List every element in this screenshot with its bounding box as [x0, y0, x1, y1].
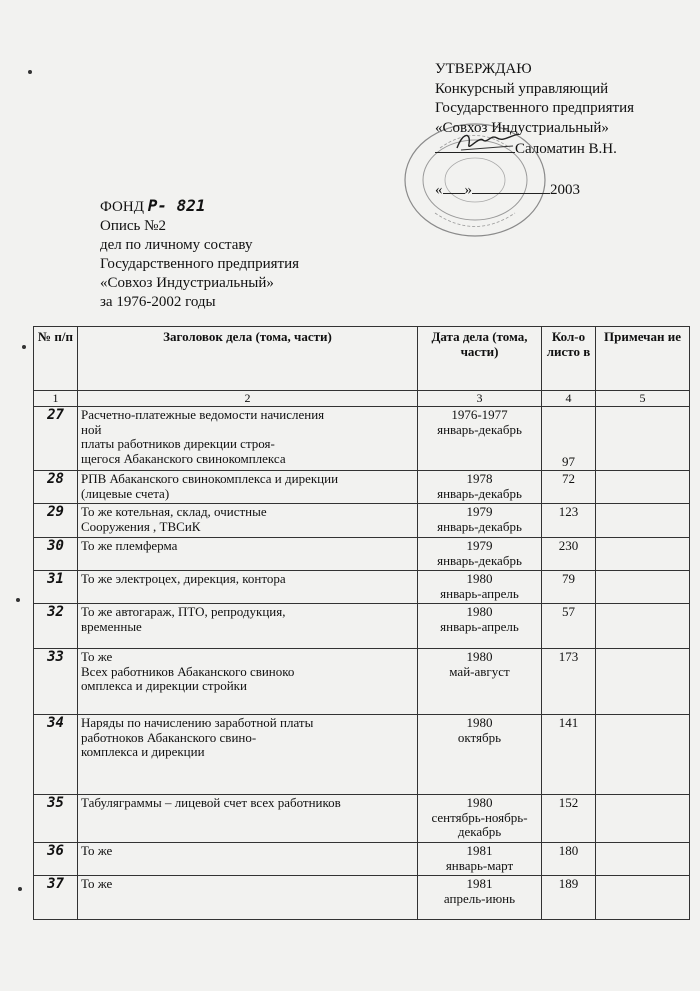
row-note	[596, 504, 690, 538]
row-date: 1981 апрель-июнь	[418, 876, 542, 920]
row-title: То же	[78, 876, 418, 920]
approval-title: УТВЕРЖДАЮ	[435, 61, 532, 77]
inventory-organization: Государственного предприятия	[100, 256, 300, 272]
table-row	[34, 571, 690, 604]
scan-speck	[18, 887, 22, 891]
row-title: То же автогараж, ПТО, репродукция, временные	[78, 604, 418, 649]
row-date: 1981 январь-март	[418, 843, 542, 876]
row-note	[596, 876, 690, 920]
signature-line	[435, 138, 634, 160]
row-title: То же	[78, 843, 418, 876]
row-note	[596, 471, 690, 504]
table-row	[34, 538, 690, 571]
table-row	[34, 795, 690, 843]
row-sheet-count: 97	[542, 407, 596, 471]
inventory-table	[33, 326, 690, 920]
fond-label: ФОНД	[100, 199, 144, 215]
col-header-note: Примечан ие	[596, 327, 690, 391]
row-title: То же котельная, склад, очистные Сооружения , ТВСиК	[78, 504, 418, 538]
month-blank	[472, 179, 550, 194]
approval-organization: Государственного предприятия	[435, 100, 635, 116]
row-date: 1980 январь-апрель	[418, 604, 542, 649]
table-row	[34, 471, 690, 504]
row-sheet-count: 57	[542, 604, 596, 649]
row-note	[596, 795, 690, 843]
row-note	[596, 571, 690, 604]
row-title: Табуляграммы – лицевой счет всех работников	[78, 795, 418, 843]
row-date: 1980 сентябрь-ноябрь- декабрь	[418, 795, 542, 843]
row-note	[596, 407, 690, 471]
day-blank	[443, 179, 465, 194]
scan-speck	[28, 70, 32, 74]
row-note	[596, 538, 690, 571]
col-header-sheet-count: Кол-о листо в	[542, 327, 596, 391]
approval-date-line	[435, 179, 634, 201]
date-open-quote: «	[435, 181, 443, 198]
row-title: То же Всех работников Абаканского свиноко омплекса и дирекции стройки	[78, 649, 418, 715]
row-number: 30	[34, 538, 78, 571]
table-row	[34, 649, 690, 715]
row-sheet-count: 79	[542, 571, 596, 604]
row-number: 37	[34, 876, 78, 920]
table-row	[34, 843, 690, 876]
row-number: 35	[34, 795, 78, 843]
handwritten-signature-icon	[453, 128, 523, 156]
row-date: 1979 январь-декабрь	[418, 538, 542, 571]
row-sheet-count: 173	[542, 649, 596, 715]
approval-organization-name: «Совхоз Индустриальный»	[435, 119, 609, 136]
inventory-subject: дел по личному составу	[100, 237, 253, 253]
row-number: 29	[34, 504, 78, 538]
row-number: 28	[34, 471, 78, 504]
table-row	[34, 876, 690, 920]
row-number: 32	[34, 604, 78, 649]
approval-year: 2003	[550, 181, 580, 198]
column-number: 3	[418, 391, 542, 407]
column-number: 1	[34, 391, 78, 407]
row-note	[596, 843, 690, 876]
approval-block	[435, 60, 634, 200]
row-note	[596, 604, 690, 649]
row-sheet-count: 230	[542, 538, 596, 571]
row-date: 1978 январь-декабрь	[418, 471, 542, 504]
row-sheet-count: 72	[542, 471, 596, 504]
column-number: 2	[78, 391, 418, 407]
row-number: 34	[34, 715, 78, 795]
inventory-number: Опись №2	[100, 218, 166, 234]
row-number: 33	[34, 649, 78, 715]
fond-number: Р- 821	[147, 196, 206, 215]
row-date: 1980 май-август	[418, 649, 542, 715]
row-title: РПВ Абаканского свинокомплекса и дирекции (лицевые счета)	[78, 471, 418, 504]
row-title: Расчетно-платежные ведомости начисления ной платы работников дирекции строя- щегося Абаканского свинокомплекса	[78, 407, 418, 471]
fond-block	[100, 196, 299, 312]
table-row	[34, 715, 690, 795]
inventory-period: за 1976-2002 годы	[100, 294, 216, 310]
row-note	[596, 649, 690, 715]
inventory-organization-name: «Совхоз Индустриальный»	[100, 275, 274, 291]
row-date: 1979 январь-декабрь	[418, 504, 542, 538]
column-number: 5	[596, 391, 690, 407]
row-note	[596, 715, 690, 795]
row-number: 31	[34, 571, 78, 604]
row-title: То же электроцех, дирекция, контора	[78, 571, 418, 604]
row-date: 1980 октябрь	[418, 715, 542, 795]
row-sheet-count: 189	[542, 876, 596, 920]
column-number-row	[34, 391, 690, 407]
col-header-date: Дата дела (тома, части)	[418, 327, 542, 391]
column-number: 4	[542, 391, 596, 407]
table-header-row	[34, 327, 690, 391]
row-sheet-count: 123	[542, 504, 596, 538]
scan-speck	[16, 598, 20, 602]
row-date: 1976-1977 январь-декабрь	[418, 407, 542, 471]
col-header-number: № п/п	[34, 327, 78, 391]
table-row	[34, 504, 690, 538]
scan-speck	[22, 345, 26, 349]
row-sheet-count: 141	[542, 715, 596, 795]
fond-heading	[100, 196, 299, 217]
col-header-title: Заголовок дела (тома, части)	[78, 327, 418, 391]
row-date: 1980 январь-апрель	[418, 571, 542, 604]
date-close-quote: »	[464, 181, 472, 198]
signer-name: Саломатин В.Н.	[515, 141, 617, 157]
table-row	[34, 407, 690, 471]
row-title: Наряды по начислению заработной платы работноков Абаканского свино- комплекса и дирекции	[78, 715, 418, 795]
approval-position: Конкурсный управляющий	[435, 80, 609, 97]
row-number: 36	[34, 843, 78, 876]
row-sheet-count: 180	[542, 843, 596, 876]
row-title: То же племферма	[78, 538, 418, 571]
row-number: 27	[34, 407, 78, 471]
row-sheet-count: 152	[542, 795, 596, 843]
table-row	[34, 604, 690, 649]
